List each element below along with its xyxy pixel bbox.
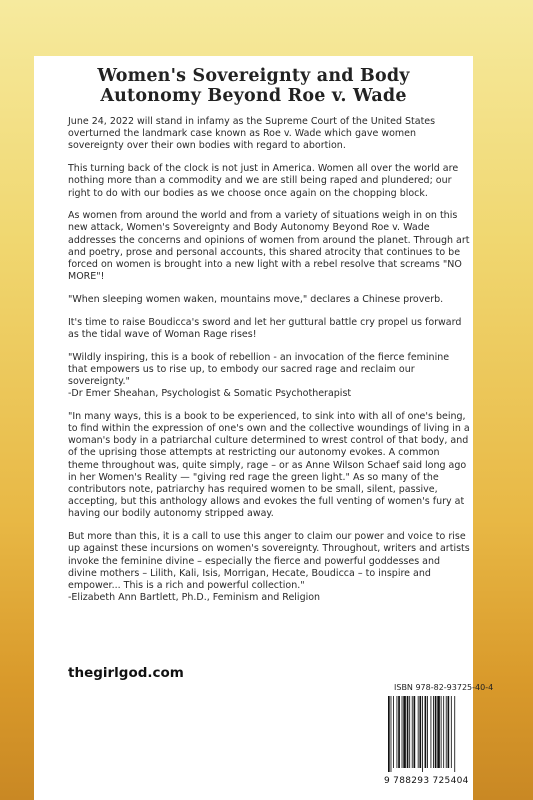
paragraph-intro: June 24, 2022 will stand in infamy as the Supreme Court of the United States overturned the landmark case known as Roe v. Wade which gave women sovereignty over their own bodies with regard to abortion.	[68, 116, 436, 152]
paragraph-proverb: "When sleeping women waken, mountains move," declares a Chinese proverb.	[68, 293, 444, 305]
title-line-1: Women's Sovereignty and Body	[97, 66, 410, 86]
barcode-number: 9 788293 725404	[384, 776, 469, 786]
review-quote-2-part-2: But more than this, it is a call to use this anger to claim our power and voice to rise up against these incursions on women's sovereignty. Throughout, writers and artists invoke the feminine divine – especially the fierce and powerful goddesses and divine mothers – Lilith, Kali, Isis, Morrigan, Hecate, Boudicca – to inspire and empower... This is a rich and powerful collection."	[68, 531, 470, 591]
review-quote-2-part-1: "In many ways, this is a book to be experienced, to sink into with all of one's being, to find within the expression of one's own and the collective woundings of living in a woman's body in a patriarchal culture determined to wrest control of that body, and of the uprising those attempts at restricting our autonomy evokes. A common theme throughout was, quite simply, rage – or as Anne Wilson Schaef said long ago in her Women's Reality — "giving red rage the green light." As so many of the contributors note, patriarchy has required women to be small, silent, passive, accepting, but this anthology allows and evokes the full venting of women's fury at having our bodily autonomy stripped away.	[68, 410, 470, 520]
review-quote-1-text: "Wildly inspiring, this is a book of rebellion - an invocation of the fierce feminine that empowers us to rise up, to embody our sacred rage and reclaim our sovereignty."	[68, 351, 450, 387]
paragraph-boudicca: It's time to raise Boudicca's sword and let her guttural battle cry propel us forward as the tidal wave of Woman Rage rises!	[68, 316, 462, 340]
blurb-text	[68, 116, 470, 615]
publisher-website: thegirlgod.com	[68, 665, 184, 681]
barcode-icon	[384, 694, 472, 772]
paragraph-attack: As women from around the world and from a variety of situations weigh in on this new attack, Women's Sovereignty and Body Autonomy Beyond Roe v. Wade addresses the concerns and opinions of women from around the planet. Through art and poetry, prose and personal accounts, this shared atrocity that continues to be forced on women is brought into a new light with a rebel resolve that screams "NO MORE"!	[68, 210, 470, 283]
title-line-2: Autonomy Beyond Roe v. Wade	[100, 86, 407, 106]
book-title	[34, 66, 473, 106]
review-quote-1	[68, 352, 470, 401]
isbn-label: ISBN 978-82-93725-40-4	[394, 683, 494, 692]
paragraph-clock: This turning back of the clock is not just in America. Women all over the world are nothing more than a commodity and we are still being raped and plundered; our right to do with our bodies as we choose once again on the chopping block.	[68, 163, 459, 199]
review-quote-2-attribution: -Elizabeth Ann Bartlett, Ph.D., Feminism and Religion	[68, 592, 321, 604]
barcode-graphic	[384, 694, 472, 772]
review-quote-1-attribution: -Dr Emer Sheahan, Psychologist & Somatic Psychotherapist	[68, 388, 352, 400]
review-quote-2	[68, 531, 470, 604]
